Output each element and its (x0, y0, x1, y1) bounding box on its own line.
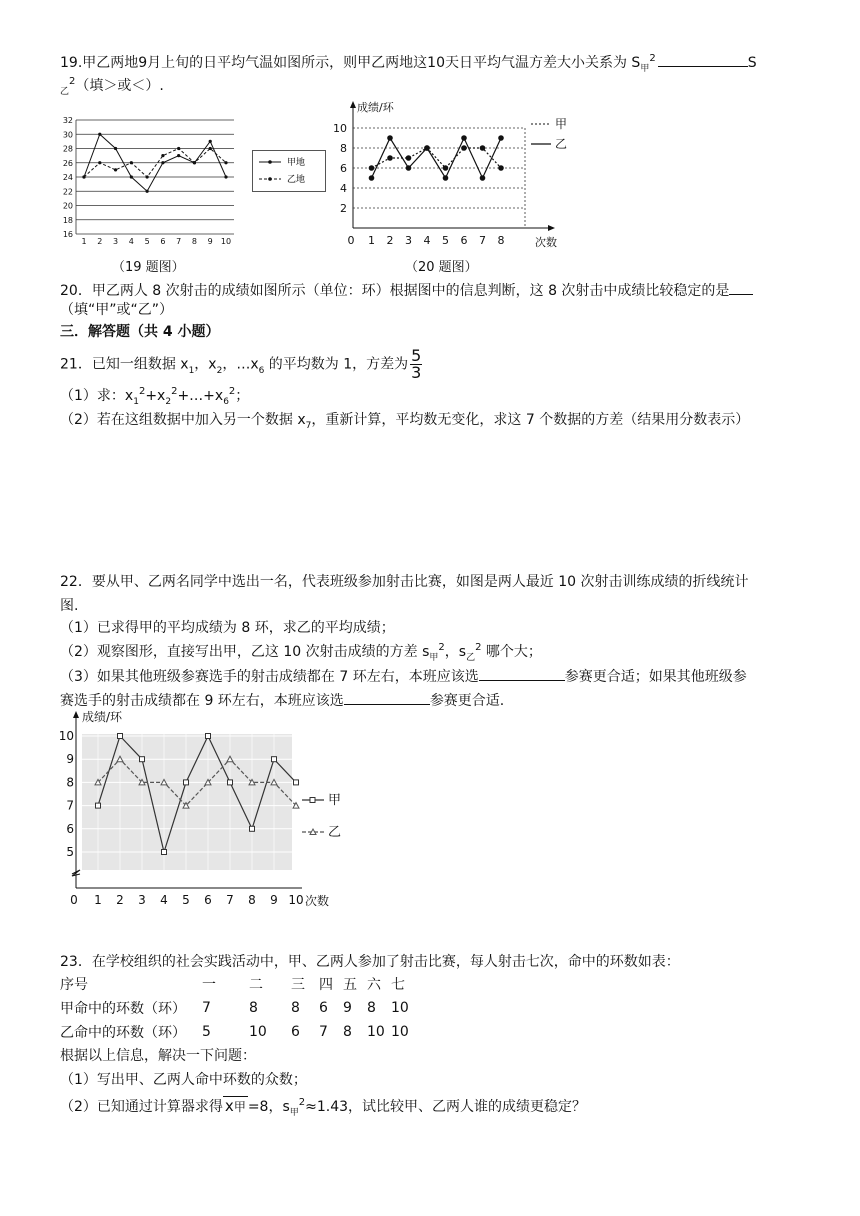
q22-p3-text: 赛选手的射击成绩都在 9 环左右，本班应该选 (60, 693, 344, 709)
q21-p1-text: +x (145, 388, 166, 404)
fig19-legend-jia: 甲地 (287, 158, 306, 168)
q23-cell: 7 (202, 1000, 211, 1016)
q23-cell: 8 (291, 1000, 300, 1016)
fig19-point (224, 161, 227, 164)
fig22-x-tick: 4 (160, 893, 168, 907)
q23-xbar (223, 1096, 248, 1115)
q23-header-cell: 四 (319, 977, 333, 993)
q23-after: 根据以上信息，解决一下问题： (60, 1048, 256, 1064)
fig22-x-tick: 6 (204, 893, 212, 907)
fig19-y-tick: 18 (62, 215, 73, 225)
q23-cell: 8 (343, 1024, 352, 1040)
fig20-caption: （20 题图） (405, 260, 478, 275)
fig22-point-jia (272, 757, 277, 762)
q23-sub: 甲 (289, 1108, 299, 1118)
fig22-x-tick: 5 (182, 893, 190, 907)
q23-header-cell: 三 (291, 977, 305, 993)
fig22-x-tick: 1 (94, 893, 102, 907)
q23-header-label: 序号 (60, 977, 88, 993)
q19-answer-blank[interactable] (658, 52, 748, 67)
fig22-origin-label: 0 (70, 893, 78, 907)
q22-p2-text: ，s (444, 644, 467, 660)
fig19-x-tick: 6 (160, 237, 166, 246)
q23-cell: 10 (391, 1024, 409, 1040)
fig19-point (130, 175, 133, 178)
q21-sup: 2 (171, 386, 178, 397)
fig20-point (461, 135, 467, 141)
fig20-legend-yi: 乙 (555, 137, 568, 151)
q21-sub: 6 (258, 365, 265, 376)
q19-sub-jia: 甲 (640, 64, 650, 74)
fig19-y-tick: 24 (62, 173, 73, 182)
fig19-x-tick: 2 (97, 237, 103, 246)
fig22-legend-jia: 甲 (328, 793, 342, 808)
fig20-y-tick: 8 (340, 142, 347, 155)
q21-sub: 1 (133, 397, 139, 407)
q21-sub: 7 (305, 421, 312, 431)
fig22-point-jia (206, 734, 211, 739)
fig20-point (480, 175, 486, 181)
table-row (60, 996, 415, 1020)
fig20-point (461, 145, 467, 151)
fig19-x-tick: 7 (176, 237, 182, 246)
fig19-point (209, 147, 212, 150)
q19-sup-2: 2 (69, 76, 76, 87)
fig22-x-tick: 10 (288, 893, 304, 907)
q23-cell: 10 (249, 1024, 267, 1040)
fig22-point-jia (96, 803, 101, 808)
fig20-y-label: 成绩/环 (357, 101, 394, 114)
q19-stem (60, 52, 757, 75)
fig22-y-label: 成绩/环 (82, 710, 123, 724)
fig20-point (498, 135, 504, 141)
fig19-y-tick: 30 (62, 130, 73, 140)
q21-part1 (60, 386, 249, 408)
fig22-x-tick: 9 (270, 893, 278, 907)
fig20-point (406, 165, 412, 171)
q23-cell: 10 (391, 1000, 409, 1016)
fig19-point (161, 154, 164, 157)
q23-p2-text: =8，s (247, 1099, 290, 1115)
fig20-x-tick: 8 (497, 234, 505, 247)
q22-part3 (60, 666, 747, 687)
fig19-legend-svg (253, 151, 325, 191)
fig20-point (369, 175, 375, 181)
fig19-point (146, 190, 149, 193)
fig19-y-tick: 16 (62, 230, 73, 239)
fig20-y-tick: 6 (340, 162, 347, 175)
fig20-y-tick: 4 (340, 182, 347, 195)
q23-row-label: 乙命中的环数（环） (60, 1025, 186, 1041)
fig20-x-tick: 3 (405, 234, 412, 247)
fig19-x-tick: 8 (191, 237, 197, 246)
q22-p2-text: （2）观察图形，直接写出甲，乙这 10 次射击成绩的方差 s (60, 644, 430, 660)
q19-text: 19.甲乙两地9月上旬的日平均气温如图所示，则甲乙两地这10天日平均气温方差大小关系为 S (60, 55, 641, 71)
fig20-x-tick: 1 (368, 234, 375, 247)
q22-sub-jia: 甲 (429, 653, 439, 663)
q23-cell: 6 (319, 1000, 328, 1016)
fig19-point (146, 175, 149, 178)
fig22-x-tick: 7 (226, 893, 234, 907)
q23-p2-text: ≈1.43，试比较甲、乙两人谁的成绩更稳定？ (305, 1099, 587, 1115)
fig19-y-tick: 20 (62, 201, 73, 211)
q19-sub-yi: 乙 (60, 87, 70, 97)
q21-text-mid: ，x (194, 356, 217, 373)
q19-s2: S (747, 55, 757, 71)
q21-frac-den: 3 (411, 363, 422, 382)
fig20-point (443, 165, 449, 171)
q23-header-cell: 一 (202, 977, 216, 993)
fig19-x-tick: 9 (207, 237, 213, 246)
q21-frac-num: 5 (411, 346, 422, 365)
q21-p2-text: （2）若在这组数据中加入另一个数据 x (60, 412, 306, 428)
fig20-point (480, 145, 486, 151)
q20-answer-blank[interactable] (729, 280, 753, 295)
q23-sup: 2 (298, 1097, 306, 1108)
fig19-x-tick: 10 (220, 237, 232, 246)
q21-sub: 2 (165, 397, 172, 407)
fig20-point (406, 155, 412, 161)
fig19-caption: （19 题图） (112, 260, 185, 275)
fig22-x-label: 次数 (305, 894, 330, 908)
q22-answer-blank-2[interactable] (344, 690, 430, 705)
fig19-point (224, 175, 227, 178)
fig19-legend (252, 150, 326, 192)
fig22-y-tick: 6 (66, 821, 74, 836)
q21-sup: 2 (138, 386, 146, 397)
fig19-point (98, 133, 101, 136)
q20-stem-2: （填“甲”或“乙”） (60, 302, 174, 318)
fig19-point (98, 161, 101, 164)
fig20-y-tick: 10 (333, 122, 347, 135)
fig22-x-tick: 3 (138, 893, 146, 907)
q20-stem (60, 280, 753, 301)
q23-part2 (60, 1096, 586, 1119)
q23-cell: 8 (367, 1000, 376, 1016)
fig20-chart (335, 98, 585, 256)
q22-part1: （1）已求得甲的平均成绩为 8 环，求乙的平均成绩； (60, 620, 395, 636)
q23-cell: 7 (319, 1024, 328, 1040)
fig22-y-tick: 8 (66, 775, 74, 790)
q23-row-label: 甲命中的环数（环） (60, 1001, 186, 1017)
fig19-x-tick: 4 (128, 237, 134, 246)
fig20-x-tick: 6 (460, 234, 468, 247)
fig19-x-tick: 1 (81, 237, 87, 246)
fig19-point (114, 147, 117, 150)
fig22-point-jia (228, 780, 233, 785)
fig19-point (209, 140, 212, 143)
q22-part2 (60, 642, 542, 664)
q22-p2-text: 哪个大； (481, 644, 542, 660)
q23-xbar-x: x (224, 1097, 234, 1115)
fig20-point (498, 165, 504, 171)
fig19-y-tick: 32 (62, 116, 73, 125)
q22-sup: 2 (475, 642, 482, 653)
q22-p3-text: 参赛更合适. (429, 693, 505, 709)
q23-cell: 10 (367, 1024, 385, 1040)
fig22-point-jia (118, 734, 123, 739)
fig22-x-tick: 8 (248, 893, 256, 907)
fig19-point (177, 154, 180, 157)
fig22-legend-yi: 乙 (328, 825, 342, 840)
fig19-point (82, 175, 85, 178)
fig22-chart (58, 708, 358, 908)
fig19-point (193, 161, 196, 164)
q19-text-b: （填＞或＜）. (75, 78, 164, 94)
fig20-point (369, 165, 375, 171)
q23-p2-text: （2）已知通过计算器求得 (60, 1099, 223, 1115)
q22-answer-blank-1[interactable] (479, 666, 565, 681)
q21-text: 21．已知一组数据 x (60, 356, 189, 373)
fig22-y-arrow (73, 711, 79, 718)
fig20-origin-label: 0 (347, 234, 355, 247)
fig19-legend-yi: 乙地 (287, 175, 306, 185)
table-row (60, 1020, 415, 1044)
q19-sup: 2 (649, 53, 656, 64)
fig19-y-tick: 22 (62, 187, 73, 197)
fig20-point (387, 155, 393, 161)
fig22-x-tick: 2 (116, 893, 124, 907)
q22-stem: 22．要从甲、乙两名同学中选出一名，代表班级参加射击比赛，如图是两人最近 10 次射击训练成绩的折线统计 (60, 574, 749, 590)
fig20-point (424, 145, 430, 151)
q23-header-cell: 二 (249, 977, 263, 993)
table-row (60, 972, 415, 996)
q23-part1: （1）写出甲、乙两人命中环数的众数； (60, 1072, 307, 1088)
q23-xbar-sub: 甲 (233, 1100, 246, 1114)
fig19-point (177, 147, 180, 150)
fig22-y-tick: 7 (66, 798, 74, 813)
fig20-y-arrow (350, 101, 356, 108)
fig20-point (443, 175, 449, 181)
fig20-x-tick: 4 (423, 234, 431, 247)
fig22-point-jia (140, 757, 145, 762)
q22-sup: 2 (438, 642, 445, 653)
section-3-heading: 三．解答题（共 4 小题） (60, 324, 220, 340)
fig20-x-arrow (548, 225, 555, 231)
q19-stem-2 (60, 76, 164, 98)
fig22-y-tick: 9 (66, 752, 74, 767)
q22-p3-text: （3）如果其他班级参赛选手的射击成绩都在 7 环左右，本班应该选 (60, 669, 479, 685)
fig19-x-tick: 3 (113, 237, 119, 246)
q21-sub: 1 (188, 365, 195, 376)
fig20-x-label: 次数 (535, 236, 557, 249)
q22-p3-text: 参赛更合适；如果其他班级参 (564, 669, 747, 685)
fig22-point-jia (294, 780, 299, 785)
q23-header-cell: 七 (391, 977, 405, 993)
q23-cell: 8 (249, 1000, 258, 1016)
q21-stem (60, 348, 422, 381)
fig19-point (114, 168, 117, 171)
q21-text-end: 的平均数为 1，方差为 (264, 356, 409, 373)
fig20-x-tick: 7 (479, 234, 486, 247)
q21-p1-text: ； (235, 388, 250, 404)
q22-stem-2: 图. (60, 598, 79, 614)
q21-p1-text: +…+x (177, 388, 224, 404)
q23-header-cell: 五 (343, 977, 357, 993)
fig20-legend-jia: 甲 (555, 117, 568, 131)
q23-cell: 5 (202, 1024, 211, 1040)
fig19-x-tick: 5 (144, 237, 150, 246)
q21-sub: 6 (223, 397, 229, 407)
q20-text: 20．甲乙两人 8 次射击的成绩如图所示（单位：环）根据图中的信息判断，这 8 次射击中成绩比较稳定的是 (60, 283, 730, 299)
fig22-point-jia (250, 826, 255, 831)
fig19-y-tick: 26 (62, 158, 73, 168)
fig20-x-tick: 5 (442, 234, 449, 247)
q21-sub: 2 (216, 365, 223, 376)
q23-stem: 23．在学校组织的社会实践活动中，甲、乙两人参加了射击比赛，每人射击七次，命中的环数如表： (60, 954, 680, 970)
q23-cell: 9 (343, 1000, 352, 1016)
q21-text-mid: ，…x (222, 356, 259, 373)
q21-fraction (410, 348, 422, 381)
fig22-y-tick: 10 (58, 729, 74, 743)
fig22-legend-jia-marker (310, 798, 315, 803)
q23-header-cell: 六 (367, 977, 381, 993)
q22-sub-yi: 乙 (466, 653, 476, 663)
fig19-chart (58, 112, 240, 252)
fig22-y-tick: 5 (66, 845, 74, 859)
fig20-x-tick: 2 (386, 234, 394, 247)
fig22-point-jia (184, 780, 189, 785)
fig19-point (161, 161, 164, 164)
fig19-point (130, 161, 133, 164)
fig19-y-tick: 28 (62, 144, 73, 154)
q21-p2-text: ，重新计算，平均数无变化，求这 7 个数据的方差（结果用分数表示） (311, 412, 750, 428)
q21-part2 (60, 410, 749, 432)
q23-cell: 6 (291, 1024, 300, 1040)
q21-sup: 2 (228, 386, 236, 397)
q21-p1-text: （1）求：x (60, 388, 134, 404)
fig20-y-tick: 2 (340, 202, 347, 215)
q23-table (60, 972, 415, 1044)
fig20-point (387, 135, 393, 141)
fig22-point-jia (162, 850, 167, 855)
